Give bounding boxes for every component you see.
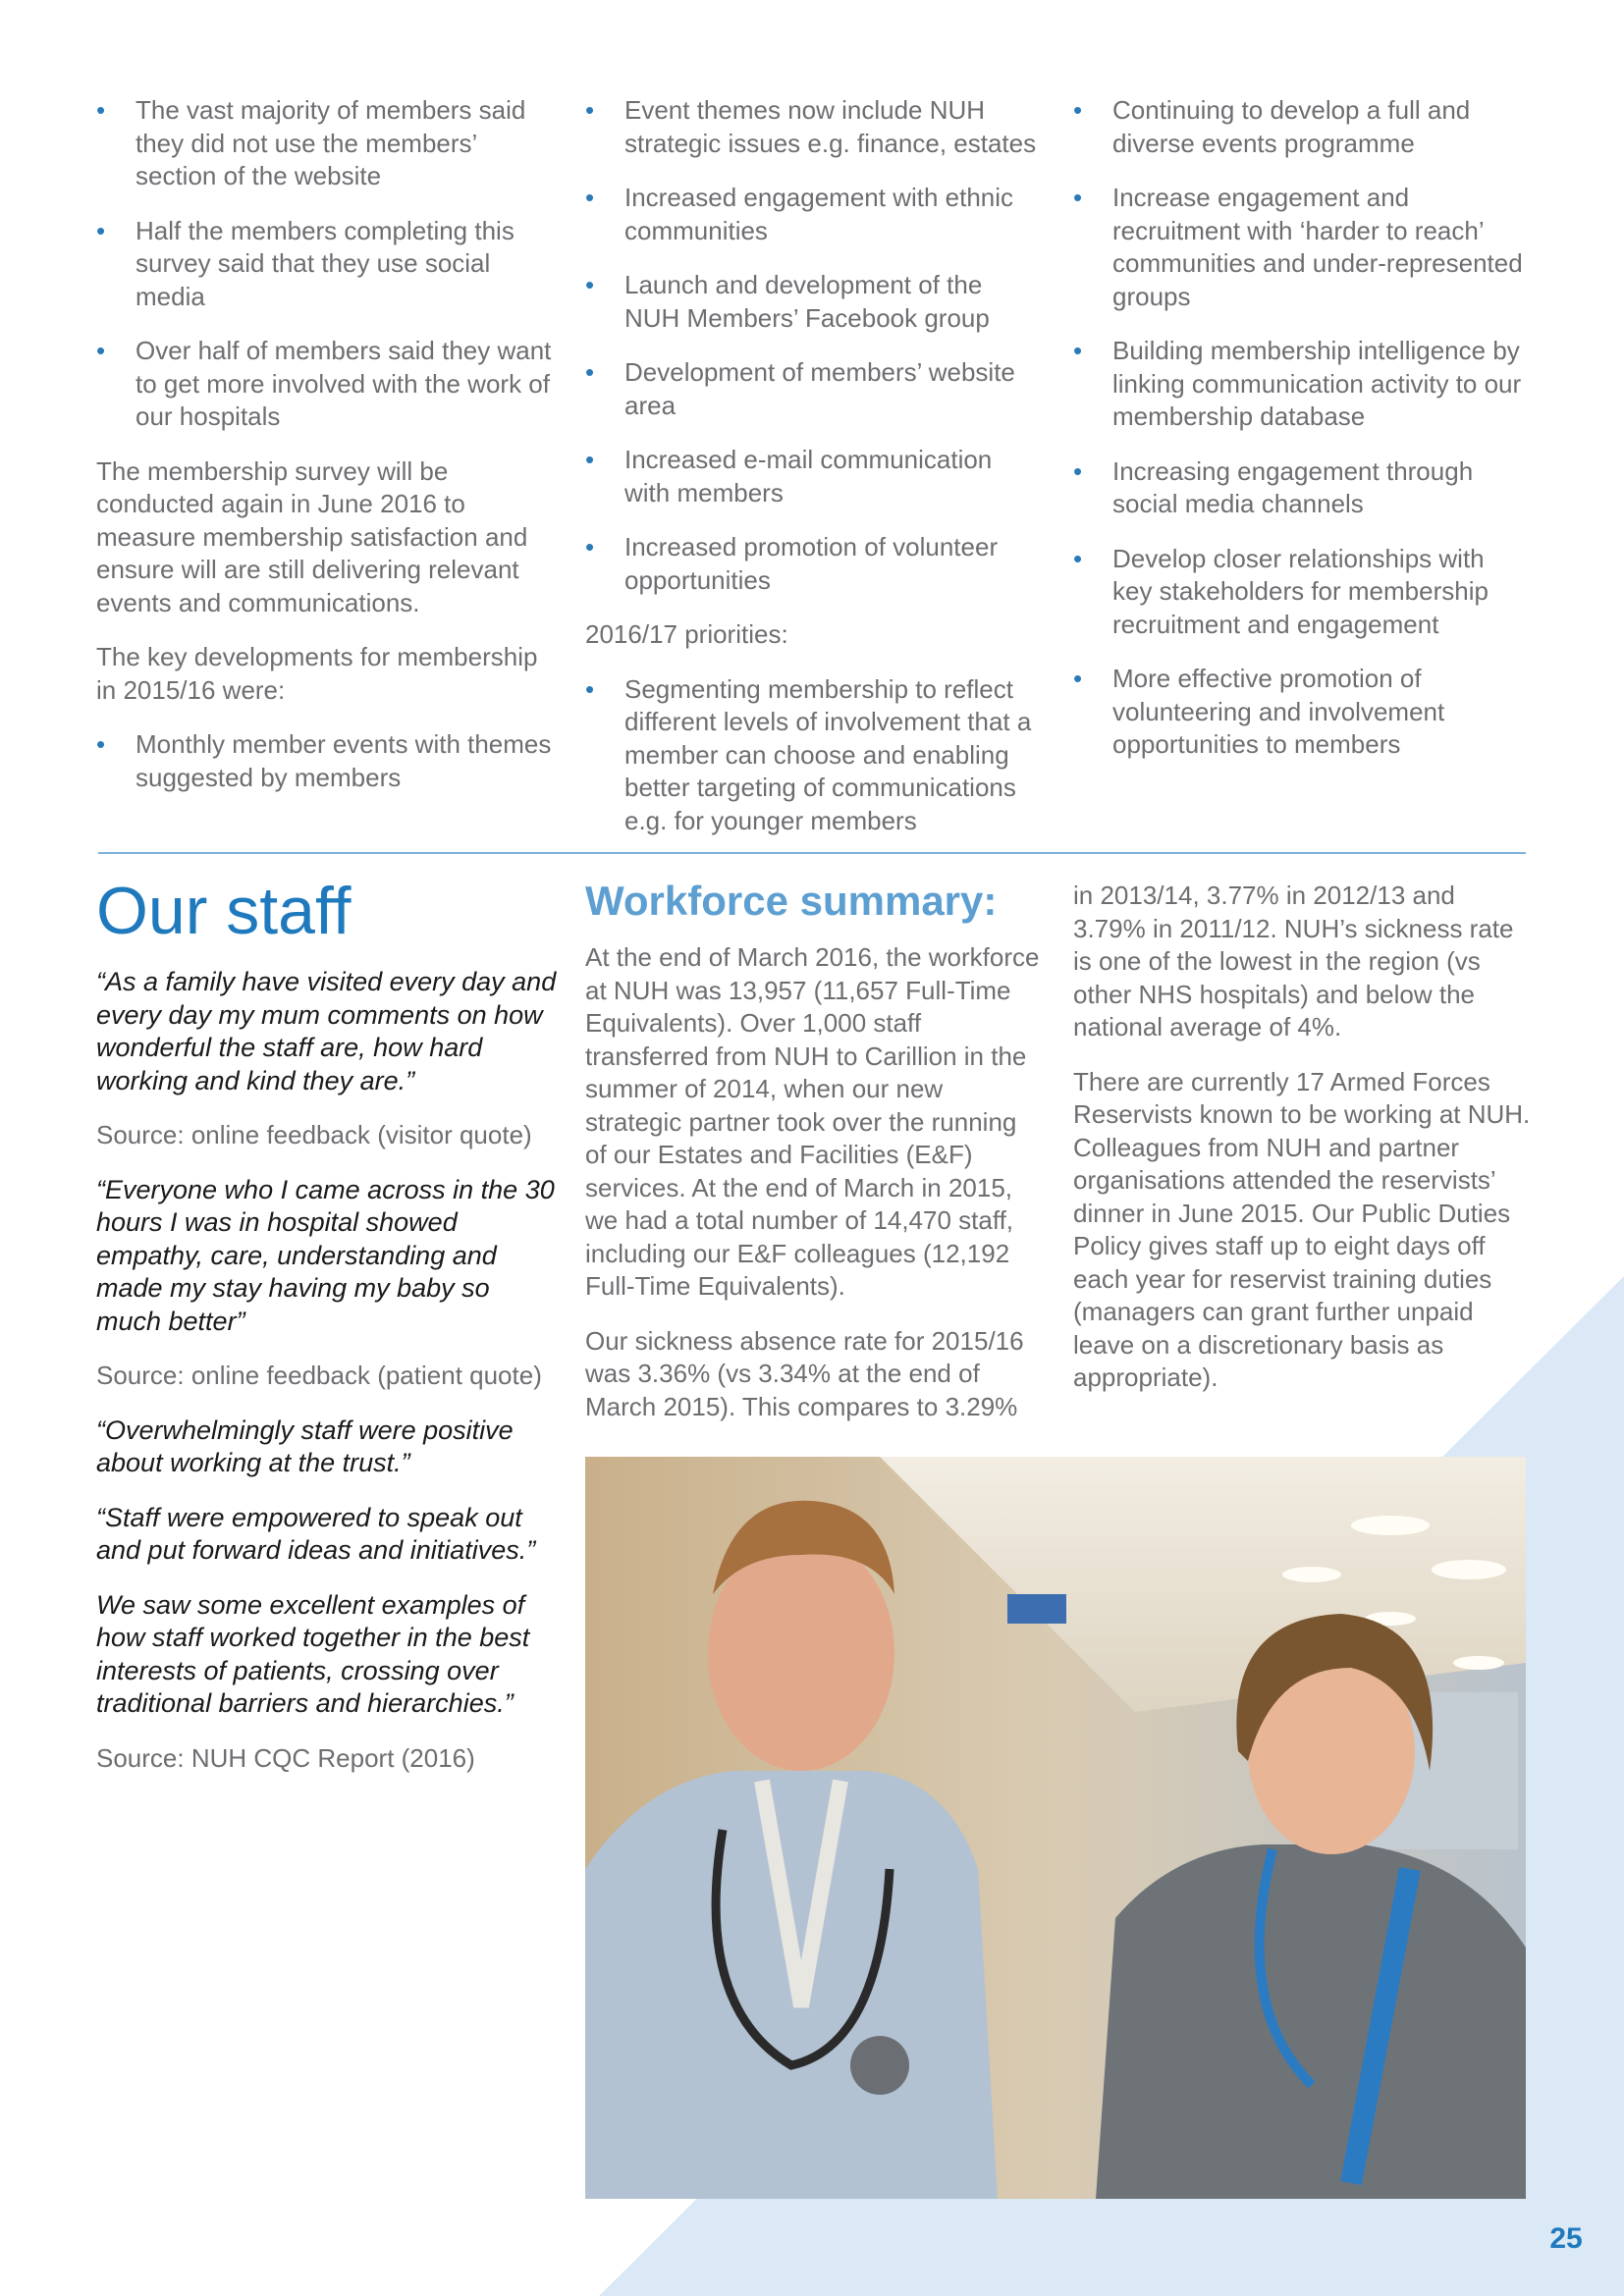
quote-visitor: “As a family have visited every day and every day my mum comments on how wonderful the staff are, how hard working and kind they are.” xyxy=(96,967,557,1095)
list-item: • Launch and development of the NUH Members’ Facebook group xyxy=(585,269,1043,335)
list-item: • Develop closer relationships with key stakeholders for membership recruitment and engagement xyxy=(1073,543,1531,642)
list-item: • Development of members’ website area xyxy=(585,356,1043,422)
list-item: • Increase engagement and recruitment with ‘harder to reach’ communities and under-represented groups xyxy=(1073,182,1531,313)
workforce-summary-heading: Workforce summary: xyxy=(585,878,998,924)
quote-cqc-3: We saw some excellent examples of how staff worked together in the best interests of patients, crossing over traditional barriers and hierarchies.” xyxy=(96,1589,530,1718)
workforce-paragraph: At the end of March 2016, the workforce at NUH was 13,957 (11,657 Full-Time Equivalents). Over 1,000 staff transferred from NUH to Carillion in the summer of 2014, when our new strategic partner took over the running of our Estates and Facilities (E&F) services. At the end of March in 2015, we had a total number of 14,470 staff, including our E&F colleagues (12,192 Full-Time Equivalents). xyxy=(585,942,1040,1301)
quote-source: Source: NUH CQC Report (2016) xyxy=(96,1742,475,1773)
list-item: • Over half of members said they want to get more involved with the work of our hospitals xyxy=(96,335,554,434)
staff-photo xyxy=(585,1457,1526,2199)
list-item: • Increased engagement with ethnic communities xyxy=(585,182,1043,247)
section-divider xyxy=(98,852,1526,854)
developments-list-continued xyxy=(585,94,1043,597)
staff-photo-illustration xyxy=(585,1457,1526,2199)
sickness-paragraph: Our sickness absence rate for 2015/16 was 3.36% (vs 3.34% at the end of March 2015). This compares to 3.29% xyxy=(585,1325,1024,1421)
survey-paragraph: The membership survey will be conducted again in June 2016 to measure membership satisfaction and ensure will are still delivering relevant events and communications. xyxy=(96,455,528,617)
quote-cqc-2: “Staff were empowered to speak out and put forward ideas and initiatives.” xyxy=(96,1502,536,1565)
page-number: 25 xyxy=(1549,2222,1583,2255)
list-item: • Continuing to develop a full and diverse events programme xyxy=(1073,94,1531,160)
quote-cqc-1: “Overwhelmingly staff were positive about working at the trust.” xyxy=(96,1415,514,1477)
sickness-paragraph-continued: in 2013/14, 3.77% in 2012/13 and 3.79% in 2011/12. NUH’s sickness rate is one of the lowest in the region (vs other NHS hospitals) and below the national average of 4%. xyxy=(1073,881,1514,1041)
list-item: • Monthly member events with themes suggested by members xyxy=(96,728,554,794)
quote-source: Source: online feedback (visitor quote) xyxy=(96,1120,532,1149)
list-item: • Increasing engagement through social media channels xyxy=(1073,455,1531,521)
survey-findings-list xyxy=(96,94,554,434)
column-1-top xyxy=(96,94,554,816)
workforce-column-2 xyxy=(1073,880,1531,1416)
developments-intro: The key developments for membership in 2015/16 were: xyxy=(96,642,538,705)
staff-quotes-column xyxy=(96,966,558,1796)
priorities-heading: 2016/17 priorities: xyxy=(585,619,788,649)
list-item: • Half the members completing this survey said that they use social media xyxy=(96,215,554,314)
list-item: • Increased promotion of volunteer opportunities xyxy=(585,531,1043,597)
list-item: • Event themes now include NUH strategic issues e.g. finance, estates xyxy=(585,94,1043,160)
column-2-top xyxy=(585,94,1043,859)
developments-list xyxy=(96,728,554,794)
quote-patient: “Everyone who I came across in the 30 hours I was in hospital showed empathy, care, understanding and made my stay having my baby so much better” xyxy=(96,1174,555,1336)
reservists-paragraph: There are currently 17 Armed Forces Reservists known to be working at NUH. Colleagues from NUH and partner organisations attended the reservists’ dinner in June 2015. Our Public Duties Policy gives staff up to eight days off each year for reservist training duties (managers can grant further unpaid leave on a discretionary basis as appropriate). xyxy=(1073,1066,1531,1392)
list-item: • Segmenting membership to reflect different levels of involvement that a member can choose and enabling better targeting of communications e.g. for younger members xyxy=(585,673,1043,838)
list-item: • Building membership intelligence by linking communication activity to our membership database xyxy=(1073,335,1531,434)
section-title-our-staff: Our staff xyxy=(96,874,352,948)
list-item: • More effective promotion of volunteering and involvement opportunities to members xyxy=(1073,663,1531,762)
list-item: • The vast majority of members said they did not use the members’ section of the website xyxy=(96,94,554,193)
workforce-column-1 xyxy=(585,877,1043,1445)
column-3-top xyxy=(1073,94,1531,783)
priorities-list-continued xyxy=(1073,94,1531,762)
quote-source: Source: online feedback (patient quote) xyxy=(96,1361,542,1390)
priorities-list xyxy=(585,673,1043,838)
list-item: • Increased e-mail communication with members xyxy=(585,444,1043,509)
